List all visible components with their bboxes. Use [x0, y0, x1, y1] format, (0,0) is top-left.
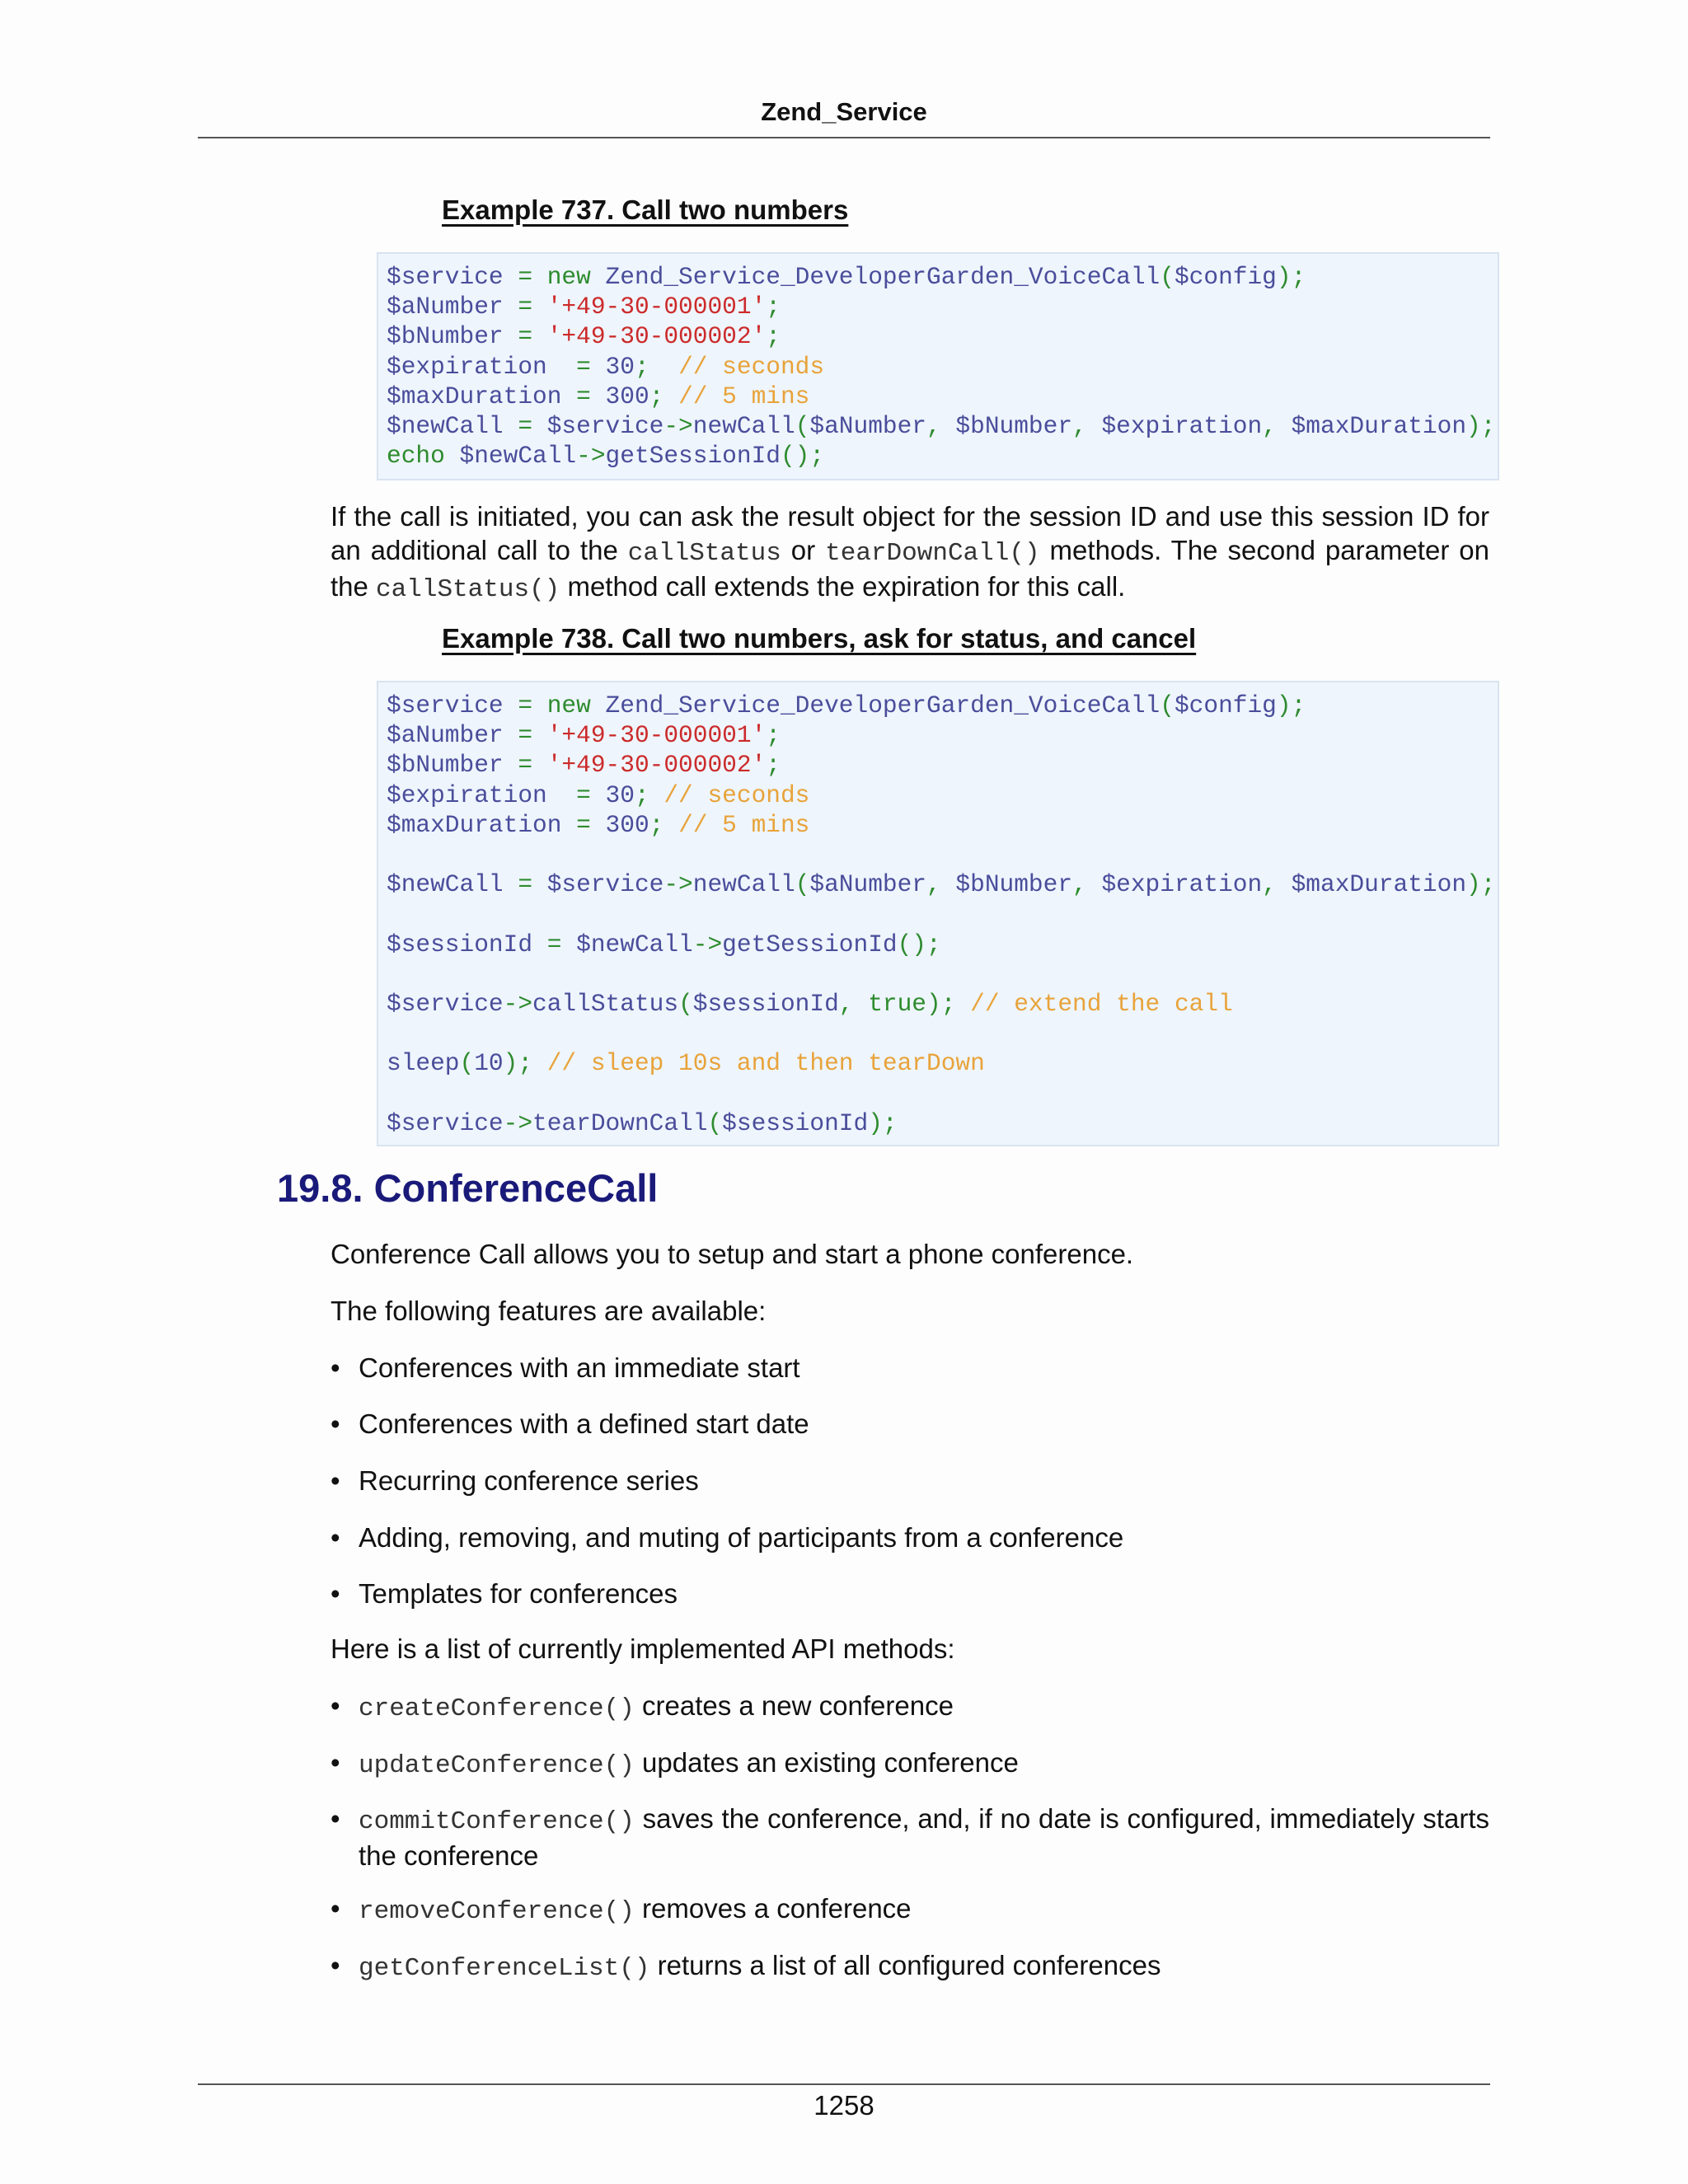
code-token: = [503, 322, 547, 351]
code-token: getSessionId [722, 930, 898, 958]
code-token: new [546, 263, 591, 291]
code-token: $maxDuration [387, 810, 562, 839]
example-737-code [378, 254, 1498, 471]
code-line [387, 751, 781, 779]
bullet-icon: • [331, 1465, 340, 1496]
code-token: // 5 mins [678, 810, 810, 839]
code-token: , [1262, 412, 1292, 441]
inline-code: tearDownCall() [825, 538, 1040, 568]
code-token: '+49-30-000001' [546, 293, 767, 321]
header-rule [198, 137, 1490, 138]
code-token: = [503, 293, 547, 321]
code-token: new [546, 691, 591, 719]
bullet-icon: • [331, 1352, 340, 1383]
code-line [387, 353, 824, 381]
method-text: removes a conference [634, 1893, 912, 1924]
code-token: echo [387, 442, 445, 471]
code-token: 30 [605, 352, 635, 381]
inline-code: callStatus() [376, 575, 560, 604]
code-token: tearDownCall [532, 1108, 708, 1137]
example-738-code-block [377, 681, 1499, 1146]
code-token: ; [766, 322, 781, 351]
method-description [359, 1690, 1489, 1727]
code-token: $service [387, 263, 504, 291]
code-line [387, 293, 781, 321]
code-token: -> [576, 442, 606, 471]
code-token: $sessionId [722, 1108, 869, 1137]
code-token: $expiration [1101, 412, 1263, 441]
paragraph-text: If the call is initiated, you can ask the result object for the session ID and use this session ID for an additional call to the [331, 501, 1489, 565]
code-token: ); [926, 990, 971, 1019]
feature-text: Conferences with an immediate start [359, 1352, 800, 1383]
code-token: getSessionId [605, 442, 781, 471]
code-token: ); [503, 1049, 547, 1078]
code-token: $aNumber [387, 721, 504, 750]
example-738-code [378, 682, 1498, 1138]
methods-intro: Here is a list of currently implemented API methods: [331, 1633, 955, 1664]
code-token: ( [795, 870, 810, 899]
code-token: $bNumber [387, 751, 504, 780]
paragraph-text: methods. The second parameter on the [331, 534, 1489, 602]
method-description [359, 1949, 1489, 1986]
code-token: (); [897, 930, 941, 958]
code-token: 300 [605, 382, 649, 410]
bullet-icon: • [331, 1522, 340, 1553]
code-token: ( [678, 990, 693, 1019]
code-token: newCall [692, 870, 795, 899]
code-token: -> [503, 1108, 533, 1137]
code-line [387, 1049, 985, 1077]
code-line [387, 1109, 898, 1137]
code-token: ; [634, 780, 664, 809]
feature-text: Adding, removing, and muting of participants from a conference [359, 1522, 1124, 1553]
code-token: ); [1466, 412, 1496, 441]
code-token: -> [663, 870, 693, 899]
bullet-icon: • [331, 1803, 340, 1834]
method-name: commitConference() [359, 1807, 635, 1836]
features-intro: The following features are available: [331, 1296, 767, 1326]
code-token: , [926, 870, 956, 899]
section-heading: 19.8. ConferenceCall [277, 1166, 659, 1210]
code-token: = [532, 930, 577, 958]
code-token: -> [692, 930, 723, 958]
code-token: = [503, 751, 547, 780]
code-token: $maxDuration [387, 382, 562, 410]
code-token: true [868, 990, 927, 1019]
code-token: ( [1160, 691, 1175, 719]
code-token: ( [707, 1108, 723, 1137]
method-name: removeConference() [359, 1897, 635, 1926]
code-token: , [926, 412, 956, 441]
code-line [387, 412, 1495, 440]
code-token: $aNumber [387, 293, 504, 321]
code-token: $bNumber [955, 870, 1073, 899]
feature-text: Recurring conference series [359, 1465, 699, 1496]
feature-text: Templates for conferences [359, 1578, 678, 1609]
example-737-code-block [377, 252, 1499, 480]
code-token: , [1072, 870, 1102, 899]
code-token: ; [766, 721, 781, 750]
code-token: ); [1466, 870, 1496, 899]
code-token: = [503, 691, 547, 719]
code-line [387, 382, 809, 410]
code-token: Zend_Service_DeveloperGarden_VoiceCall [605, 263, 1160, 291]
footer-rule [198, 2083, 1490, 2085]
code-token: // 5 mins [678, 382, 810, 410]
method-name: createConference() [359, 1694, 635, 1723]
code-token: $service [387, 691, 504, 719]
code-token: , [1072, 412, 1102, 441]
bullet-icon: • [331, 1690, 340, 1721]
code-line [387, 322, 781, 350]
code-token: ; [766, 293, 781, 321]
code-token: $bNumber [955, 412, 1073, 441]
example-738-title: Example 738. Call two numbers, ask for status, and cancel [442, 623, 1197, 654]
paragraph-text: or [781, 534, 826, 565]
code-token [591, 263, 606, 291]
section-intro: Conference Call allows you to setup and start a phone conference. [331, 1239, 1134, 1269]
page-number: 1258 [814, 2090, 874, 2121]
code-token: $sessionId [387, 930, 533, 958]
code-token: 10 [474, 1049, 504, 1078]
method-description [359, 1802, 1489, 1872]
code-token: '+49-30-000002' [546, 751, 767, 780]
code-line [387, 263, 1306, 291]
code-line [387, 811, 809, 839]
code-token: sleep [387, 1049, 460, 1078]
code-token: ); [868, 1108, 898, 1137]
code-token: = [546, 780, 606, 809]
code-token: ( [459, 1049, 475, 1078]
code-token: '+49-30-000002' [546, 322, 767, 351]
code-token: ); [1276, 691, 1306, 719]
method-description [359, 1746, 1489, 1783]
code-token: $expiration [387, 352, 547, 381]
code-line [387, 691, 1306, 719]
code-token: = [503, 412, 547, 441]
method-name: updateConference() [359, 1751, 635, 1780]
code-token: callStatus [532, 990, 679, 1019]
code-token: ( [1160, 263, 1175, 291]
code-token: $config [1174, 263, 1277, 291]
code-token: newCall [692, 412, 795, 441]
code-token: = [546, 352, 606, 381]
paragraph-text: method call extends the expiration for this call. [560, 571, 1126, 602]
code-token: $newCall [387, 870, 504, 899]
code-token: // seconds [678, 352, 825, 381]
code-token: ); [1276, 263, 1306, 291]
code-token: 30 [605, 780, 635, 809]
code-token: -> [503, 990, 533, 1019]
code-token: $maxDuration [1291, 870, 1467, 899]
bullet-icon: • [331, 1747, 340, 1778]
call-status-paragraph [331, 500, 1489, 607]
code-token: // seconds [663, 780, 810, 809]
code-token: $expiration [1101, 870, 1263, 899]
code-token: $service [546, 412, 664, 441]
code-token: = [503, 263, 547, 291]
bullet-icon: • [331, 1893, 340, 1924]
code-token: = [561, 382, 606, 410]
code-token: '+49-30-000001' [546, 721, 767, 750]
code-token: $newCall [387, 412, 504, 441]
running-header: Zend_Service [761, 97, 927, 126]
code-token: ( [795, 412, 810, 441]
code-token: 300 [605, 810, 649, 839]
code-token [445, 442, 460, 470]
method-description [359, 1892, 1489, 1929]
code-token: $service [546, 870, 664, 899]
code-token: Zend_Service_DeveloperGarden_VoiceCall [605, 691, 1160, 719]
code-token: (); [780, 442, 825, 471]
method-text: updates an existing conference [634, 1747, 1019, 1778]
code-token: = [503, 870, 547, 899]
code-line [387, 870, 1495, 898]
code-line [387, 442, 824, 470]
code-token: $config [1174, 691, 1277, 719]
code-line [387, 721, 781, 749]
code-token: $maxDuration [1291, 412, 1467, 441]
code-token: $aNumber [809, 870, 927, 899]
code-token: ; [634, 352, 679, 381]
inline-code: callStatus [627, 538, 781, 568]
code-line [387, 781, 809, 809]
method-text: returns a list of all configured conferences [649, 1950, 1161, 1980]
code-token: ; [766, 751, 781, 780]
example-737-title: Example 737. Call two numbers [442, 194, 849, 225]
code-token: // extend the call [970, 990, 1233, 1019]
code-token: $expiration [387, 780, 547, 809]
code-token: $newCall [576, 930, 693, 958]
code-token: $service [387, 990, 504, 1019]
code-token: $aNumber [809, 412, 927, 441]
code-line [387, 990, 1233, 1018]
code-token: , [1262, 870, 1292, 899]
code-token: = [503, 721, 547, 750]
code-token: $service [387, 1108, 504, 1137]
code-token: ; [649, 382, 679, 410]
feature-text: Conferences with a defined start date [359, 1408, 809, 1439]
code-token: = [561, 810, 606, 839]
code-token [591, 691, 606, 719]
code-token: ; [649, 810, 679, 839]
bullet-icon: • [331, 1408, 340, 1439]
bullet-icon: • [331, 1950, 340, 1980]
method-name: getConferenceList() [359, 1954, 650, 1983]
code-line [387, 930, 941, 958]
code-token: // sleep 10s and then tearDown [546, 1049, 985, 1078]
code-token: $sessionId [692, 990, 839, 1019]
code-token: $bNumber [387, 322, 504, 351]
code-token: $newCall [459, 442, 577, 471]
bullet-icon: • [331, 1578, 340, 1609]
code-token: , [838, 990, 869, 1019]
method-text: creates a new conference [634, 1690, 954, 1721]
method-text: saves the conference, and, if no date is configured, immediately starts the conference [359, 1803, 1489, 1871]
code-token: -> [663, 412, 693, 441]
